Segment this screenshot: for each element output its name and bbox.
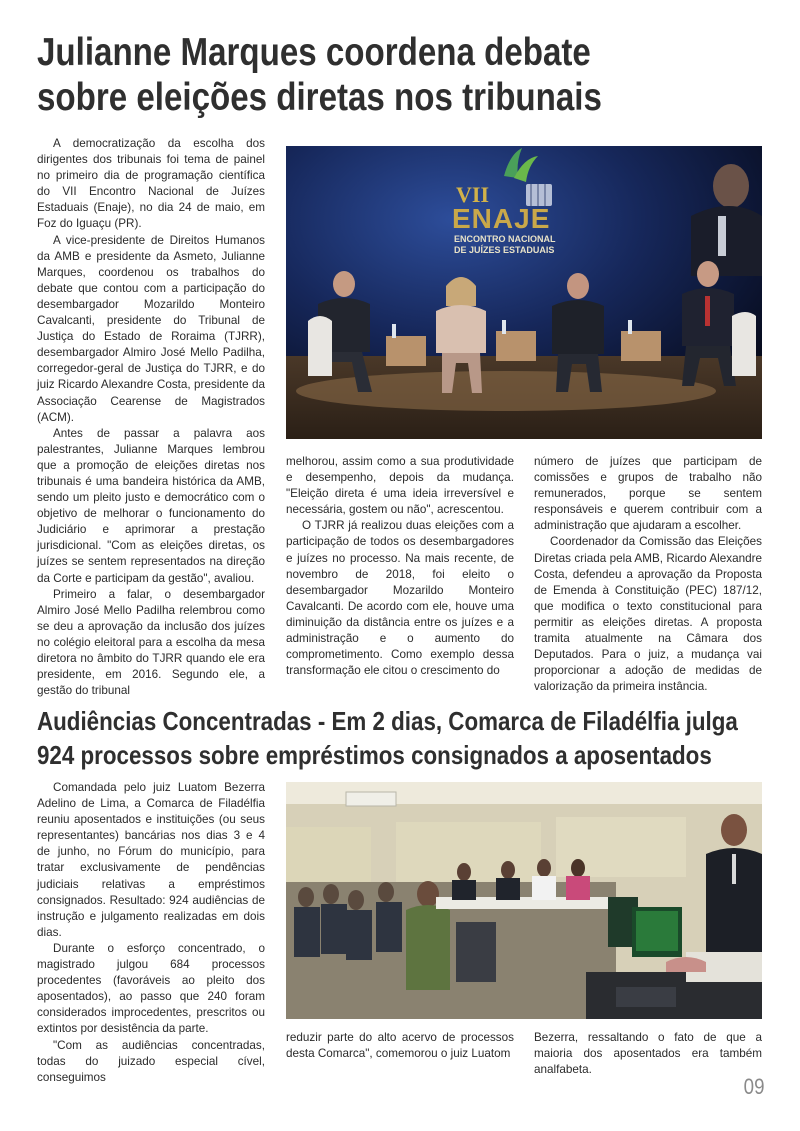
banner-subtitle-1: ENCONTRO NACIONAL xyxy=(454,234,556,244)
paragraph: Antes de passar a palavra aos palestrantes, Julianne Marques lembrou que a promoção de eleições diretas nos tribunais é uma bandeira histórica da AMB, sendo um pleito justo e democrático com o objetivo de melhorar o funcionamento do Judiciário e aprimorar a prestação jurisdicional. "Com as eleições diretas, os juízes se sentem representados na direção da Corte e participam da gestão", avaliou. xyxy=(37,426,265,585)
article-2-title-line-1: Audiências Concentradas - Em 2 dias, Comarca de Filadélfia julga xyxy=(37,706,738,736)
article-2-column-3 xyxy=(534,1030,762,1077)
paragraph: Primeiro a falar, o desembargador Almiro José Mello Padilha relembrou como se deu a aprovação da inclusão dos juízes no colégio eleitoral para a escolha da mesa diretora no âmbito do TJRR quando ele era presidente, em 2016. Segundo ele, a gestão do tribunal xyxy=(37,587,265,698)
paragraph: número de juízes que participam de comissões e grupos de trabalho não remunerados, porque se sentem responsáveis e querem contribuir com a administração que ajudaram a escolher. xyxy=(534,455,762,533)
banner-numeral: VII xyxy=(456,182,490,207)
paragraph: Durante o esforço concentrado, o magistrado julgou 684 processos procedentes (favoráveis ao pleito dos aposentados), ao passo que 240 foram considerados improcedentes, prescritos ou extintos por desistência da parte. xyxy=(37,941,265,1036)
banner-title: ENAJE xyxy=(452,203,551,234)
paragraph: A democratização da escolha dos dirigentes dos tribunais foi tema de painel no primeiro dia de programação científica do VII Encontro Nacional de Juízes Estaduais (Enaje), no dia 24 de maio, em Foz do Iguaçu (PR). xyxy=(37,137,265,231)
article-2-column-1 xyxy=(37,780,265,1084)
article-1-column-2 xyxy=(286,454,514,687)
paragraph: "Com as audiências concentradas, todas do juizado especial cível, conseguimos xyxy=(37,1038,265,1084)
article-1-title-line-2: sobre eleições diretas nos tribunais xyxy=(37,76,602,119)
article-1-column-1 xyxy=(37,136,265,698)
article-2-column-2 xyxy=(286,1030,514,1070)
paragraph: Comandada pelo juiz Luatom Bezerra Adelino de Lima, a Comarca de Filadélfia reuniu aposentados e instituições (ou seus representantes) bancárias nos dias 3 e 4 de junho, no Fórum do município, para tratar exclusivamente de pendências judiciais relativas a empréstimos consignados. Resultado: 924 audiências de instrução e julgamento realizadas em dois dias. xyxy=(37,781,265,939)
paragraph: reduzir parte do alto acervo de processos desta Comarca", comemorou o juiz Luatom xyxy=(286,1031,514,1061)
article-1-column-3 xyxy=(534,454,762,694)
article-2-title xyxy=(37,704,738,772)
article-2-title-line-2: 924 processos sobre empréstimos consignados a aposentados xyxy=(37,740,712,770)
paragraph: melhorou, assim como a sua produtividade e desempenho, depois da mudança. "Eleição direta é uma ideia irreversível e necessária, gostem ou não", acrescentou. xyxy=(286,455,514,517)
hearing-room-photo xyxy=(286,782,762,1019)
paragraph: A vice-presidente de Direitos Humanos da AMB e presidente da Asmeto, Julianne Marques, coordenou os trabalhos do debate que contou com a participação do desembargador Mozarildo Monteiro Cavalcanti, presidente do Tribunal de Justiça do Estado de Roraima (TJRR), desembargador Almiro José Mello Padilha, corregedor-geral de Justiça do TJRR, e do juiz Ricardo Alexandre Costa, presidente da Associação Cearense de Magistrados (ACM). xyxy=(37,233,265,424)
page-number: 09 xyxy=(743,1074,764,1099)
article-1-title-line-1: Julianne Marques coordena debate xyxy=(37,31,591,74)
paragraph: Bezerra, ressaltando o fato de que a maioria dos aposentados era também analfabeta. xyxy=(534,1031,762,1077)
paragraph: O TJRR já realizou duas eleições com a participação de todos os desembargadores e juízes no processo. Na mais recente, de novembro de 2018, foi eleito o desembargador Mozarildo Monteiro Cavalcanti. De acordo com ele, houve uma diminuição da distância entre os juízes e a administração e o aumento do comprometimento. Como exemplo dessa transformação ele citou o crescimento do xyxy=(286,519,514,678)
article-1-title xyxy=(37,30,602,120)
enaje-panel-photo xyxy=(286,146,762,439)
paragraph: Coordenador da Comissão das Eleições Diretas criada pela AMB, Ricardo Alexandre Costa, defendeu a aprovação da Proposta de Emenda à Constituição (PEC) 187/12, que modifica o texto constitucional para permitir as eleições diretas. A proposta tramita atualmente na Câmara dos Deputados. Para o juiz, a mudança vai proporcionar a adoção de medidas de valorização da primeira instância. xyxy=(534,535,762,694)
banner-subtitle-2: DE JUÍZES ESTADUAIS xyxy=(454,245,555,255)
